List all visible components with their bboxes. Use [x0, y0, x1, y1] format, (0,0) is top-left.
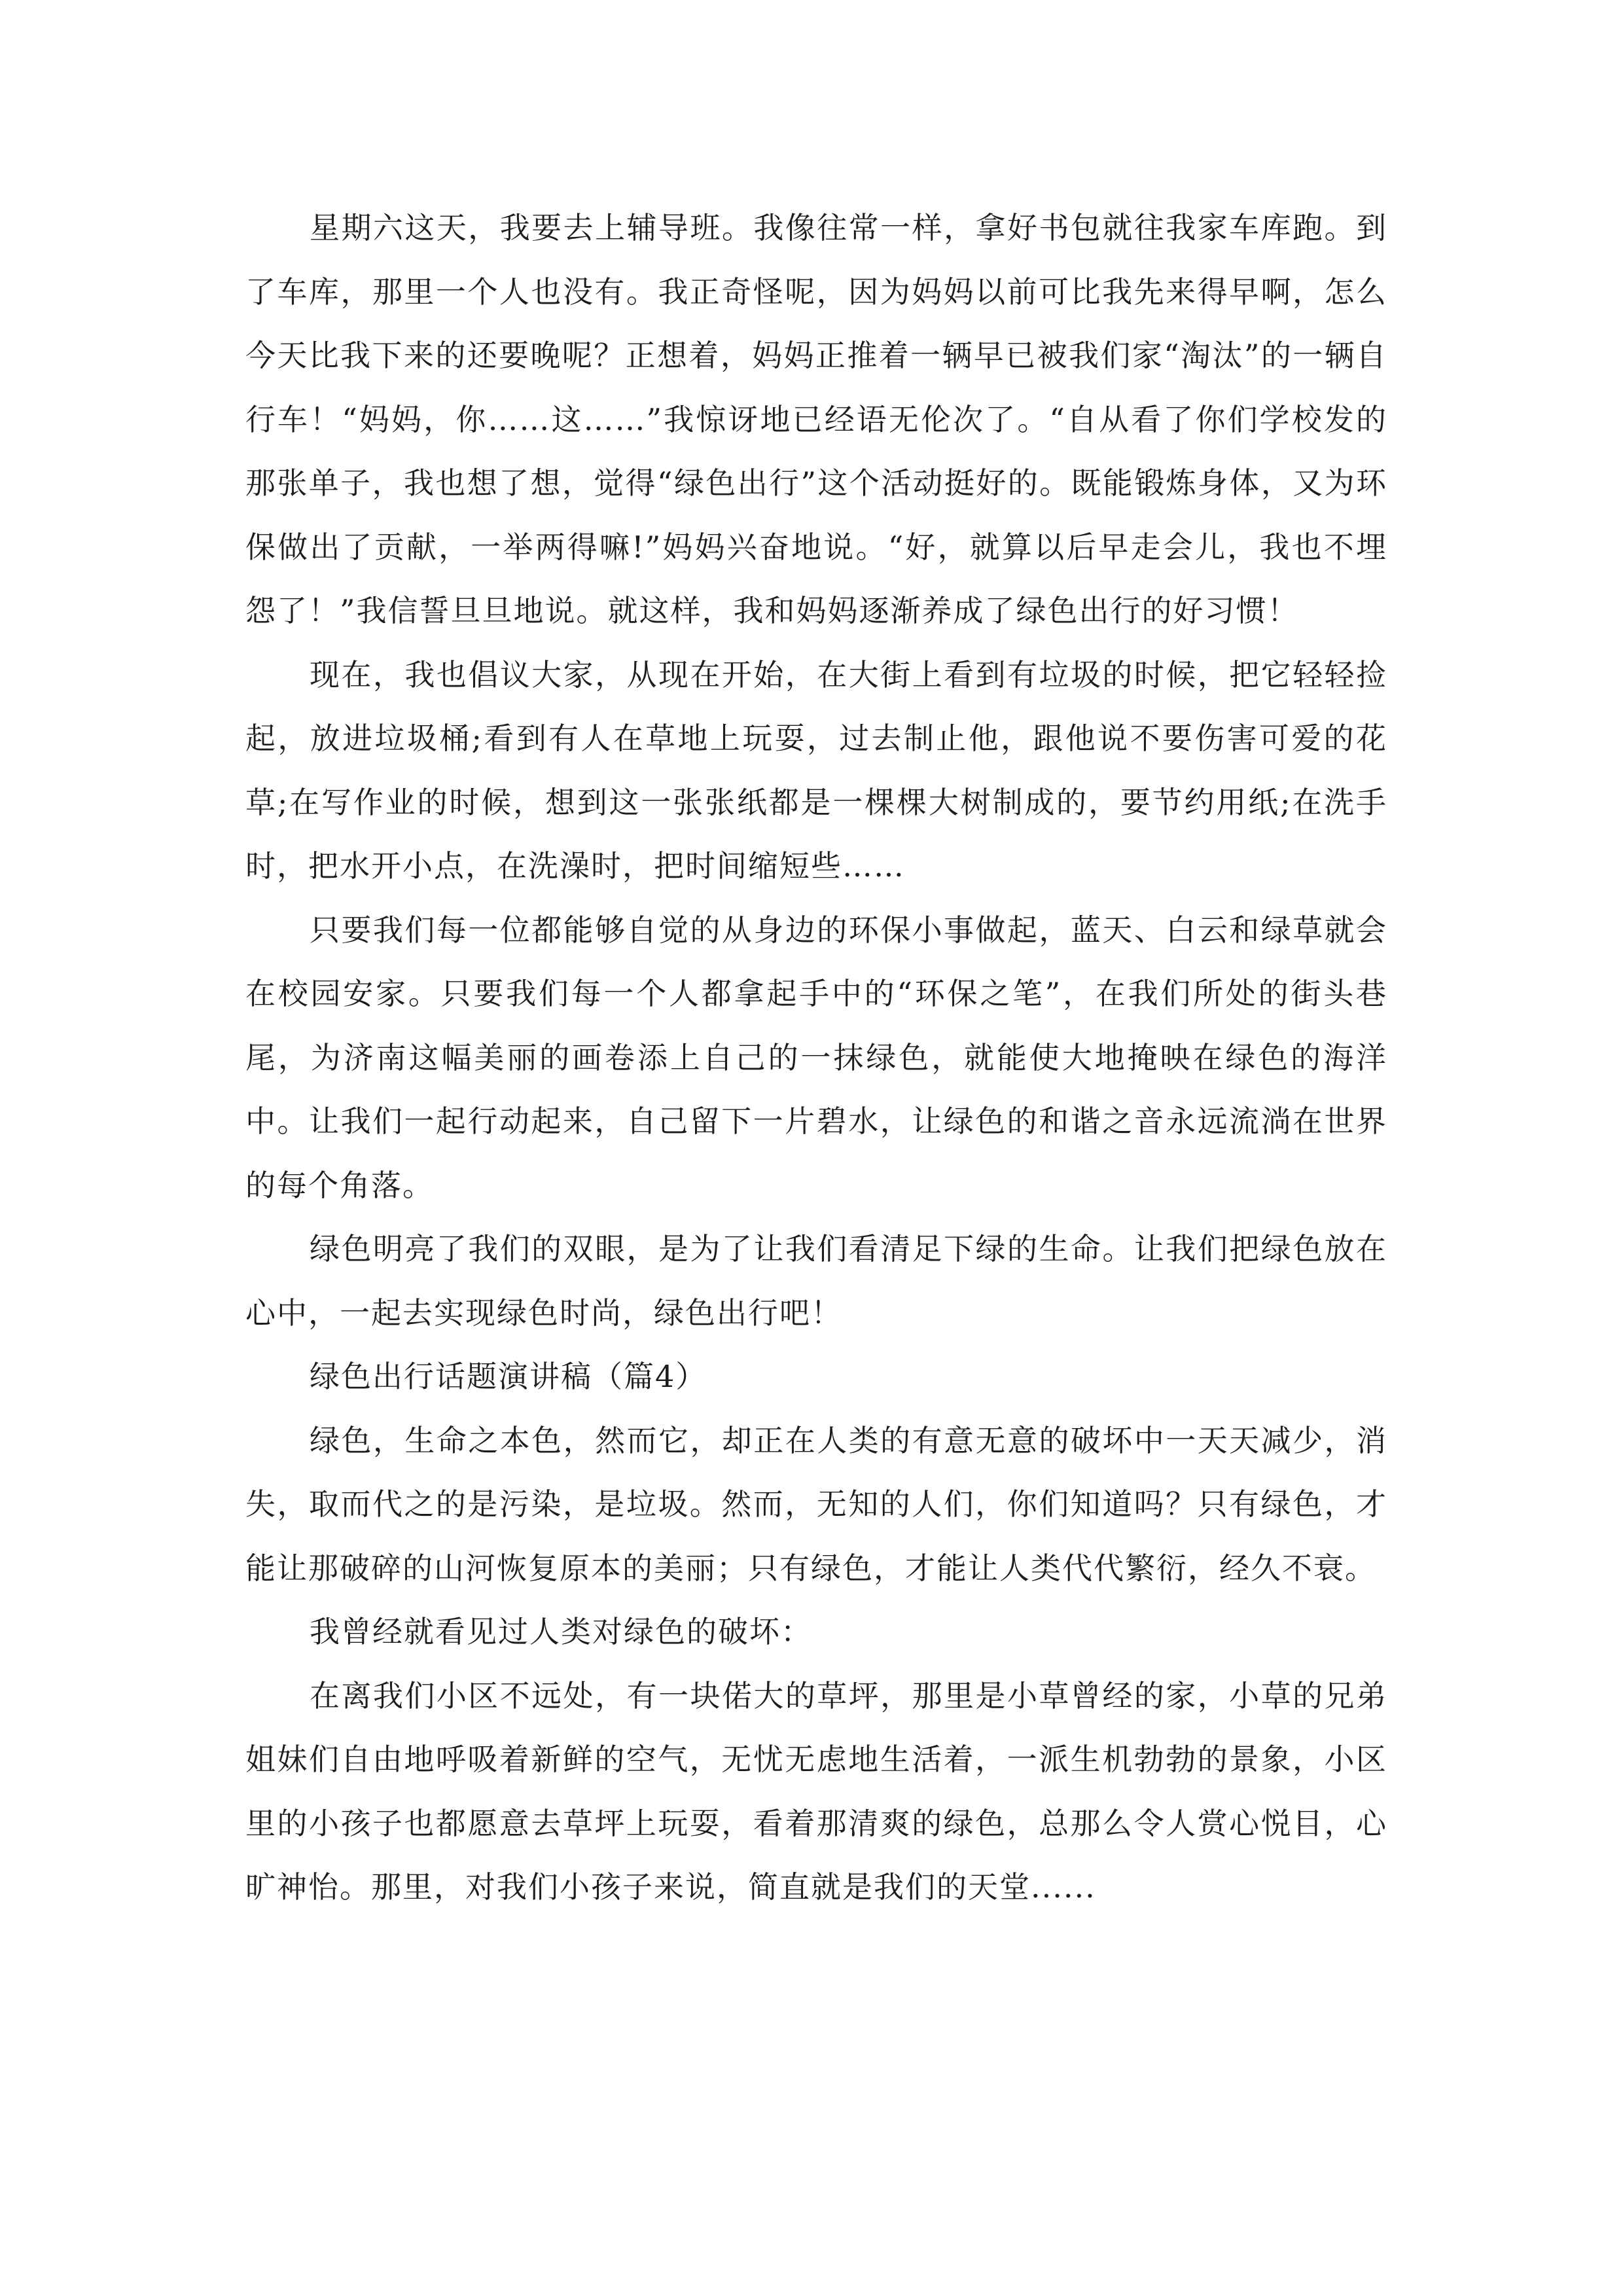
paragraph-4: 绿色明亮了我们的双眼，是为了让我们看清足下绿的生命。让我们把绿色放在心中，一起去实现绿色时尚，绿色出行吧！ [245, 1231, 1387, 1331]
paragraph-2: 现在，我也倡议大家，从现在开始，在大街上看到有垃圾的时候，把它轻轻捡起，放进垃圾桶;看到有人在草地上玩耍，过去制止他，跟他说不要伤害可爱的花草;在写作业的时候，想到这一张张纸都是一棵棵大树制成的，要节约用纸;在洗手时，把水开小点，在洗澡时，把时间缩短些…… [245, 656, 1387, 884]
paragraph-7: 在离我们小区不远处，有一块偌大的草坪，那里是小草曾经的家，小草的兄弟姐妹们自由地呼吸着新鲜的空气，无忧无虑地生活着，一派生机勃勃的景象，小区里的小孩子也都愿意去草坪上玩耍，看着那清爽的绿色，总那么令人赏心悦目，心旷神怡。那里，对我们小孩子来说，简直就是我们的天堂...... [245, 1677, 1387, 1905]
paragraph-6: 我曾经就看见过人类对绿色的破坏： [310, 1614, 812, 1649]
paragraph-5: 绿色，生命之本色，然而它，却正在人类的有意无意的破坏中一天天减少，消失，取而代之的是污染，是垃圾。然而，无知的人们，你们知道吗？只有绿色，才能让那破碎的山河恢复原本的美丽；只有绿色，才能让人类代代繁衍，经久不衰。 [245, 1422, 1387, 1586]
paragraph-1: 星期六这天，我要去上辅导班。我像往常一样，拿好书包就往我家车库跑。到了车库，那里一个人也没有。我正奇怪呢，因为妈妈以前可比我先来得早啊，怎么今天比我下来的还要晚呢？正想着，妈妈正推着一辆早已被我们家“淘汰”的一辆自行车！“妈妈，你……这……”我惊讶地已经语无伦次了。“自从看了你们学校发的那张单子，我也想了想，觉得“绿色出行”这个活动挺好的。既能锻炼身体，又为环保做出了贡献，一举两得嘛!”妈妈兴奋地说。“好，就算以后早走会儿，我也不埋怨了！”我信誓旦旦地说。就这样，我和妈妈逐渐养成了绿色出行的好习惯！ [245, 210, 1387, 628]
document-body [245, 196, 1387, 1920]
section-heading: 绿色出行话题演讲稿（篇4） [310, 1359, 707, 1394]
paragraph-3: 只要我们每一位都能够自觉的从身边的环保小事做起，蓝天、白云和绿草就会在校园安家。只要我们每一个人都拿起手中的“环保之笔”，在我们所处的街头巷尾，为济南这幅美丽的画卷添上自己的一抹绿色，就能使大地掩映在绿色的海洋中。让我们一起行动起来，自己留下一片碧水，让绿色的和谐之音永远流淌在世界的每个角落。 [245, 912, 1387, 1203]
